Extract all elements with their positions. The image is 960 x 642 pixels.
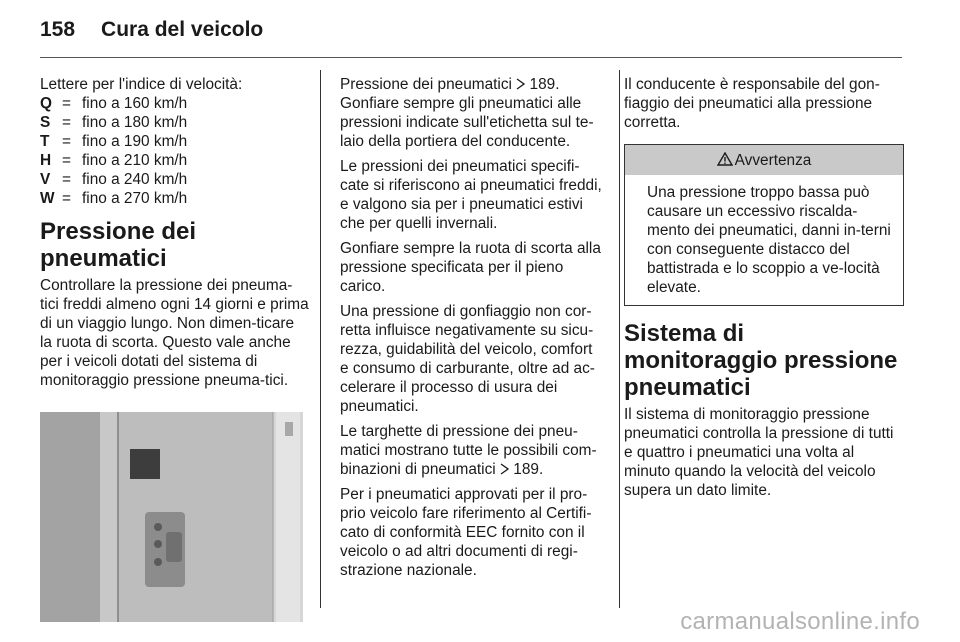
header-rule [40, 57, 902, 58]
page-reference-icon [516, 78, 525, 90]
paragraph-pressure-reference: Pressione dei pneumatici 189. Gonfiare sempre gli pneumatici alle pressioni indicate sull'etichetta sul te-laio della portiera del conducente. [340, 76, 594, 150]
speed-row: V = fino a 240 km/h [40, 171, 188, 188]
column-right [624, 75, 904, 506]
column-left [40, 75, 310, 622]
warning-header [625, 145, 903, 175]
warning-box [624, 144, 904, 306]
paragraph-spare-wheel: Gonfiare sempre la ruota di scorta alla pressione specificata per il pieno carico. [340, 240, 601, 295]
speed-row: H = fino a 210 km/h [40, 152, 188, 169]
page-number: 158 [40, 18, 76, 41]
warning-triangle-icon [717, 152, 733, 166]
section-title-monitoring-system: Sistema di monitoraggio pressione pneumatici [624, 320, 898, 401]
tire-pressure-label-sticker [130, 449, 160, 479]
warning-title: Avvertenza [734, 152, 812, 169]
speed-row: S = fino a 180 km/h [40, 114, 188, 131]
section-title-tire-pressure: Pressione dei pneumatici [40, 218, 197, 272]
door-frame-illustration [40, 412, 303, 622]
paragraph-approved-tires: Per i pneumatici approvati per il pro-prio veicolo fare riferimento al Certifi-cato di conformità EEC fornito con il veicolo o ad altri documenti di regi-strazione nazionale. [340, 486, 592, 579]
column-middle [340, 75, 604, 586]
paragraph-incorrect-pressure: Una pressione di gonfiaggio non cor-retta influisce negativamente su sicu-rezza, guidabilità del veicolo, comfort e consumo di carburante, oltre ad ac-celerare il processo di usura dei pneumatici. [340, 303, 595, 415]
speed-index-table [40, 94, 310, 208]
speed-row: Q = fino a 160 km/h [40, 95, 188, 112]
paragraph-cold-tires: Le pressioni dei pneumatici specifi-cate si riferiscono ai pneumatici freddi, e valgono sia per i pneumatici estivi che per quelli invernali. [340, 158, 602, 232]
speed-index-intro: Lettere per l'indice di velocità: [40, 76, 243, 93]
speed-row: T = fino a 190 km/h [40, 133, 188, 150]
column-divider-2 [619, 70, 620, 608]
paragraph-driver-responsibility: Il conducente è responsabile del gon-fiaggio dei pneumatici alla pressione corretta. [624, 76, 880, 131]
chapter-title: Cura del veicolo [101, 18, 264, 41]
speed-row: W = fino a 270 km/h [40, 190, 188, 207]
paragraph-pressure-labels: Le targhette di pressione dei pneu-matici mostrano tutte le possibili com-binazioni di pneumatici 189. [340, 423, 597, 478]
watermark: carmanualsonline.info [680, 608, 920, 635]
monitoring-system-paragraph: Il sistema di monitoraggio pressione pneumatici controlla la pressione di tutti e quattro i pneumatici una volta al minuto quando la velocità del veicolo supera un dato limite. [624, 406, 894, 499]
page-reference-icon [500, 463, 509, 475]
tire-pressure-paragraph: Controllare la pressione dei pneuma-tici freddi almeno ogni 14 giorni e prima di un viaggio lungo. Non dimen-ticare la ruota di scorta. Questo vale anche per i veicoli dotati del sistema di monitoraggio pressione pneuma-tici. [40, 277, 309, 389]
column-divider-1 [320, 70, 321, 608]
page-header [40, 18, 263, 42]
warning-text: Una pressione troppo bassa può causare un eccessivo riscalda-mento dei pneumatici, danni in-terni con conseguente distacco del battistrada e lo scoppio a ve-locità elevate. [647, 184, 891, 296]
door-frame-photo [40, 412, 303, 622]
